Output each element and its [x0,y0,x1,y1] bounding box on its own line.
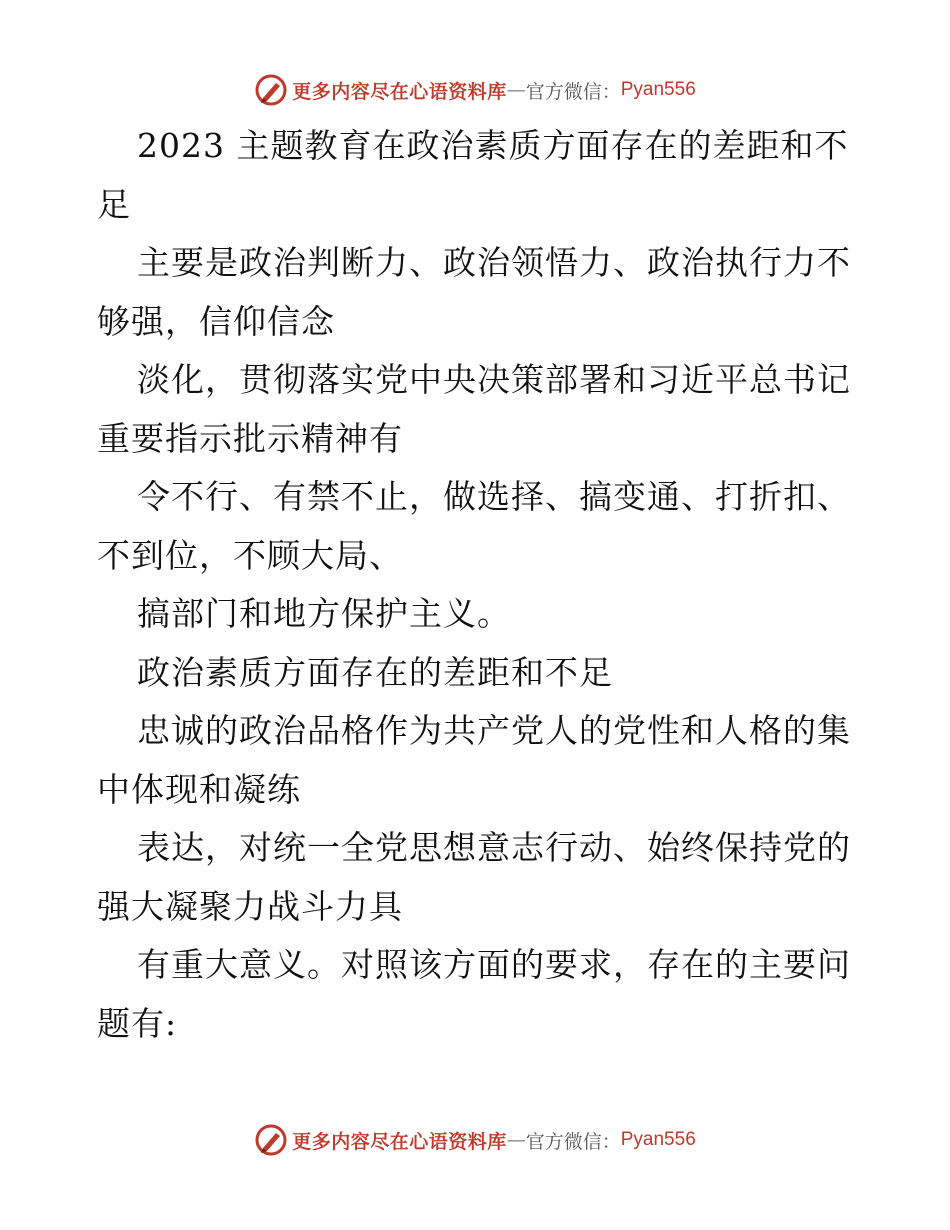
body-paragraph: 令不行、有禁不止，做选择、搞变通、打折扣、不到位，不顾大局、 [97,477,851,575]
pen-circle-logo-icon [254,73,288,107]
banner-wechat-label: 官方微信： [525,80,621,103]
footer-banner [0,1120,950,1160]
banner-wechat-id: Pyan556 [620,1129,696,1150]
body-paragraph: 有重大意义。对照该方面的要求，存在的主要问题有: [97,945,851,1043]
document-body [97,117,867,1053]
pen-circle-logo-icon [254,1123,288,1157]
header-banner [0,70,950,110]
body-paragraph: 表达，对统一全党思想意志行动、始终保持党的强大凝聚力战斗力具 [97,828,851,926]
banner-separator: — [506,1129,526,1151]
section-heading: 政治素质方面存在的差距和不足 [137,652,613,692]
body-paragraph: 搞部门和地方保护主义。 [137,594,511,633]
banner-brand-text: 更多内容尽在心语资料库 [292,80,507,103]
banner-brand-text: 更多内容尽在心语资料库 [292,1130,507,1153]
body-paragraph: 忠诚的政治品格作为共产党人的党性和人格的集中体现和凝练 [97,711,851,809]
banner-wechat-label: 官方微信： [525,1130,621,1153]
body-paragraph: 主要是政治判断力、政治领悟力、政治执行力不够强，信仰信念 [97,243,851,341]
banner-separator: — [506,79,526,101]
body-paragraph: 淡化，贯彻落实党中央决策部署和习近平总书记重要指示批示精神有 [97,360,851,458]
banner-wechat-id: Pyan556 [620,79,696,100]
document-title: 2023 主题教育在政治素质方面存在的差距和不足 [97,126,849,224]
